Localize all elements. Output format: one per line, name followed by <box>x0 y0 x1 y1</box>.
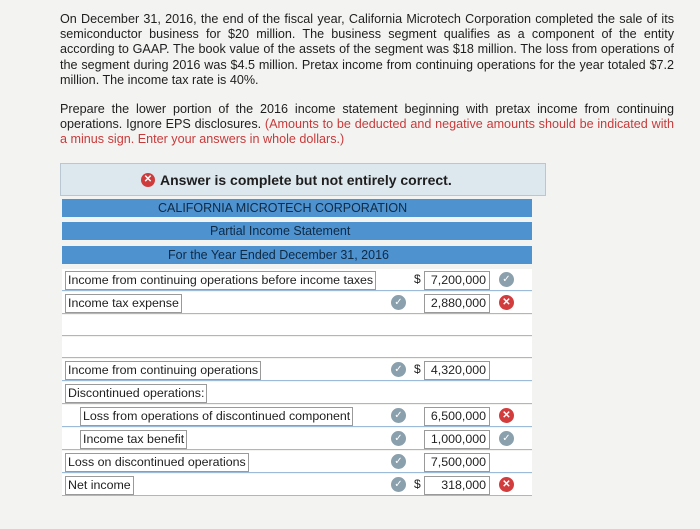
check-icon: ✓ <box>391 477 406 492</box>
amount-input[interactable]: 4,320,000 <box>424 361 490 380</box>
line-item-label[interactable]: Loss on discontinued operations <box>65 453 249 472</box>
table-row <box>62 382 532 404</box>
statement-period-header: For the Year Ended December 31, 2016 <box>62 246 532 264</box>
table-row <box>62 405 532 427</box>
result-banner <box>60 163 546 196</box>
amount-input[interactable]: 6,500,000 <box>424 407 490 426</box>
line-item-label[interactable]: Income tax expense <box>65 294 182 313</box>
amount-input[interactable]: 318,000 <box>424 476 490 495</box>
check-icon: ✓ <box>391 431 406 446</box>
x-circle-icon: ✕ <box>499 408 514 423</box>
problem-description: On December 31, 2016, the end of the fiscal year, California Microtech Corporation completed the sale of its semiconductor business for $20 million. The business segment qualifies as a component of the entity according to GAAP. The book value of the assets of the segment was $18 million. The loss from operations of the segment during 2016 was $4.5 million. Pretax income from continuing operations for the year totaled $7.2 million. The income tax rate is 40%. <box>60 12 674 87</box>
amount-input[interactable]: 7,200,000 <box>424 271 490 290</box>
x-circle-icon: ✕ <box>499 477 514 492</box>
amount-input[interactable]: 1,000,000 <box>424 430 490 449</box>
currency-symbol: $ <box>414 272 421 286</box>
instructions-note: (Amounts to be deducted and negative amounts should be indicated with a minus sign. Enter your answers in whole dollars.) <box>60 117 674 147</box>
result-banner-text: Answer is complete but not entirely correct. <box>160 172 452 188</box>
table-row <box>62 359 532 381</box>
instructions-main: Prepare the lower portion of the 2016 income statement beginning with pretax income from continuing operations. Ignore EPS disclosures. <box>60 102 674 132</box>
empty-row[interactable] <box>62 337 532 358</box>
income-statement-table <box>62 199 532 504</box>
table-row <box>62 474 532 496</box>
company-name-header: CALIFORNIA MICROTECH CORPORATION <box>62 199 532 217</box>
table-row <box>62 292 532 314</box>
statement-title-header: Partial Income Statement <box>62 222 532 240</box>
empty-row[interactable] <box>62 315 532 336</box>
line-item-label[interactable]: Net income <box>65 476 134 495</box>
table-row <box>62 451 532 473</box>
check-icon: ✓ <box>391 408 406 423</box>
instructions <box>60 102 674 148</box>
check-icon: ✓ <box>391 454 406 469</box>
line-item-label[interactable]: Income from continuing operations <box>65 361 261 380</box>
currency-symbol: $ <box>414 477 421 491</box>
check-icon: ✓ <box>499 431 514 446</box>
amount-input[interactable]: 7,500,000 <box>424 453 490 472</box>
line-item-label[interactable]: Income from continuing operations before income taxes <box>65 271 376 290</box>
check-icon: ✓ <box>391 295 406 310</box>
line-item-label[interactable]: Loss from operations of discontinued component <box>80 407 353 426</box>
line-item-label[interactable]: Income tax benefit <box>80 430 187 449</box>
table-row <box>62 269 532 291</box>
x-circle-icon: ✕ <box>141 173 155 187</box>
amount-input[interactable]: 2,880,000 <box>424 294 490 313</box>
table-row <box>62 428 532 450</box>
currency-symbol: $ <box>414 362 421 376</box>
line-item-label[interactable]: Discontinued operations: <box>65 384 207 403</box>
x-circle-icon: ✕ <box>499 295 514 310</box>
check-icon: ✓ <box>499 272 514 287</box>
check-icon: ✓ <box>391 362 406 377</box>
